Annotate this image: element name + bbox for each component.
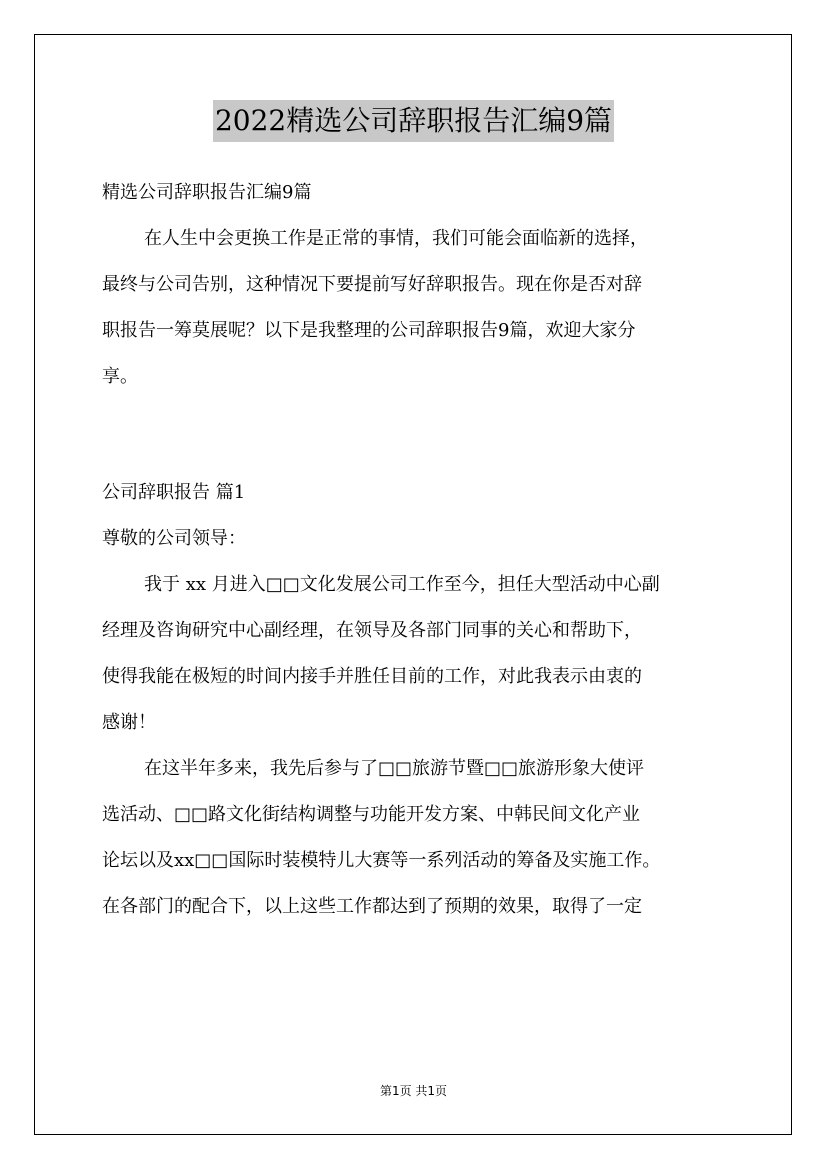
paragraph2-line-3: 论坛以及xx□□国际时装模特儿大赛等一系列活动的筹备及实施工作。 — [102, 850, 661, 871]
paragraph2-line-1: 在这半年多来，我先后参与了□□旅游节暨□□旅游形象大使评 — [144, 758, 645, 779]
intro-heading: 精选公司辞职报告汇编9篇 — [102, 182, 312, 203]
intro-line-2: 最终与公司告别，这种情况下要提前写好辞职报告。现在你是否对辞 — [102, 274, 642, 295]
paragraph1-line-3: 使得我能在极短的时间内接手并胜任目前的工作，对此我表示由衷的 — [102, 666, 642, 687]
document-title: 2022精选公司辞职报告汇编9篇 — [213, 100, 614, 142]
section-heading: 公司辞职报告 篇1 — [102, 482, 246, 503]
document-body — [102, 170, 742, 930]
paragraph1-line-4: 感谢！ — [102, 712, 156, 733]
intro-line-4: 享。 — [102, 366, 138, 387]
paragraph1-line-2: 经理及咨询研究中心副经理，在领导及各部门同事的关心和帮助下， — [102, 620, 642, 641]
intro-line-3: 职报告一筹莫展呢？以下是我整理的公司辞职报告9篇，欢迎大家分 — [102, 320, 636, 341]
salutation: 尊敬的公司领导： — [102, 528, 246, 549]
title-container — [0, 100, 827, 142]
intro-line-1: 在人生中会更换工作是正常的事情，我们可能会面临新的选择， — [144, 228, 648, 249]
page-footer: 第1页 共1页 — [379, 1084, 448, 1098]
paragraph2-line-4: 在各部门的配合下，以上这些工作都达到了预期的效果，取得了一定 — [102, 896, 642, 917]
section-spacer — [102, 400, 742, 470]
paragraph2-line-2: 选活动、□□路文化街结构调整与功能开发方案、中韩民间文化产业 — [102, 804, 641, 825]
paragraph1-line-1: 我于 xx 月进入□□文化发展公司工作至今，担任大型活动中心副 — [144, 574, 660, 595]
